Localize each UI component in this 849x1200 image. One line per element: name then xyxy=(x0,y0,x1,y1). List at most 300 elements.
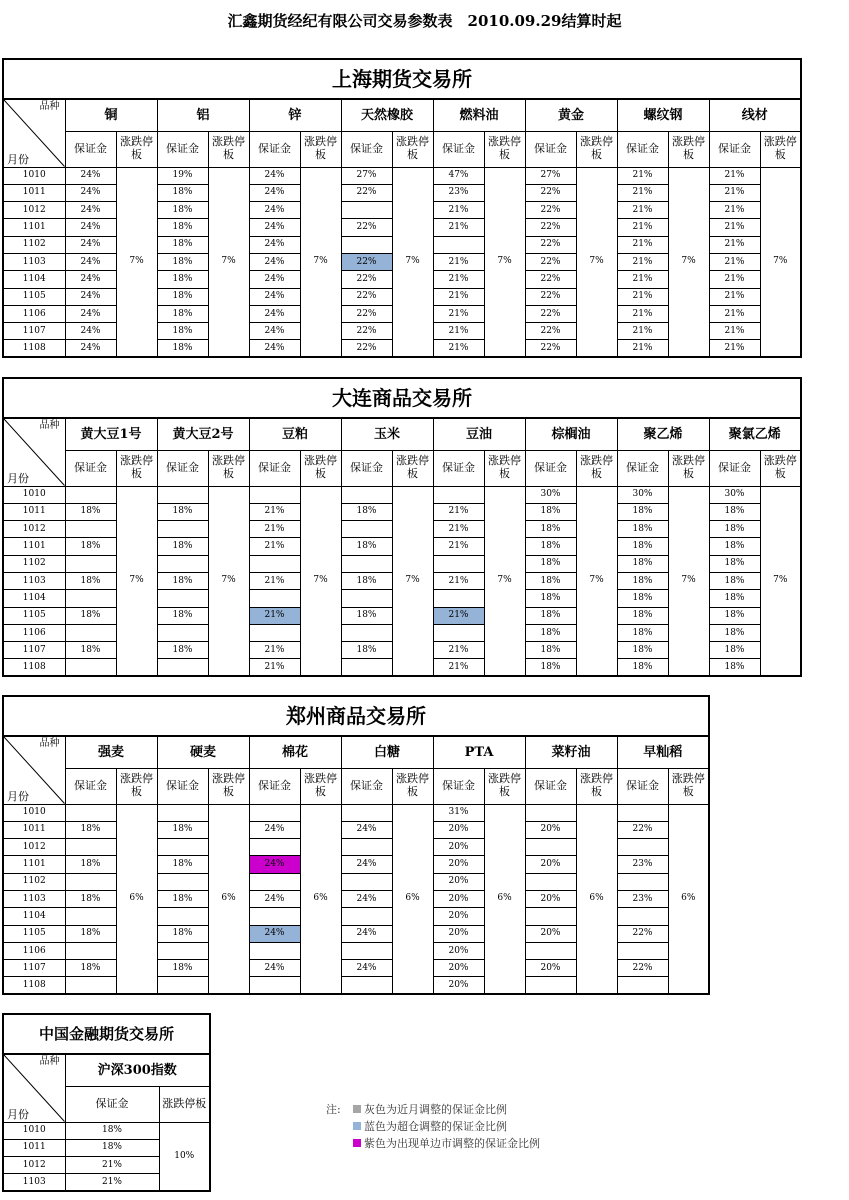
product-name: 黄金 xyxy=(525,99,617,131)
margin-cell: 18% xyxy=(341,503,392,520)
margin-cell: 18% xyxy=(525,642,576,659)
margin-cell xyxy=(249,873,300,890)
month-cell: 1012 xyxy=(3,839,65,856)
month-cell: 1105 xyxy=(3,607,65,624)
margin-cell xyxy=(525,873,576,890)
margin-cell xyxy=(525,804,576,821)
margin-cell: 18% xyxy=(525,624,576,641)
margin-cell: 20% xyxy=(433,873,484,890)
month-cell: 1011 xyxy=(3,821,65,838)
limit-cell: 7% xyxy=(576,486,617,676)
margin-cell xyxy=(525,977,576,994)
margin-cell xyxy=(249,908,300,925)
legend-row-purple xyxy=(326,1134,540,1151)
month-cell: 1104 xyxy=(3,271,65,288)
margin-cell: 24% xyxy=(249,219,300,236)
legend-text-purple: 紫色为出现单边市调整的保证金比例 xyxy=(364,1136,540,1150)
margin-cell: 18% xyxy=(525,590,576,607)
limit-header: 涨跌停板 xyxy=(484,131,525,167)
product-name: 棉花 xyxy=(249,736,341,768)
month-cell: 1108 xyxy=(3,977,65,994)
limit-cell: 6% xyxy=(116,804,157,994)
product-name: 棕榈油 xyxy=(525,418,617,450)
product-name: 硬麦 xyxy=(157,736,249,768)
margin-cell: 18% xyxy=(157,856,208,873)
margin-cell: 18% xyxy=(709,642,760,659)
product-name: PTA xyxy=(433,736,525,768)
month-cell: 1103 xyxy=(3,253,65,270)
margin-cell: 18% xyxy=(709,572,760,589)
margin-cell: 24% xyxy=(249,340,300,357)
margin-cell: 21% xyxy=(433,305,484,322)
margin-cell: 21% xyxy=(617,184,668,201)
margin-cell: 18% xyxy=(617,503,668,520)
margin-cell xyxy=(157,977,208,994)
margin-cell xyxy=(433,236,484,253)
margin-cell: 24% xyxy=(249,323,300,340)
purple-swatch-icon xyxy=(353,1139,361,1147)
margin-cell xyxy=(341,804,392,821)
month-cell: 1103 xyxy=(3,890,65,907)
limit-cell: 7% xyxy=(668,167,709,357)
limit-cell: 7% xyxy=(208,167,249,357)
margin-cell xyxy=(249,839,300,856)
margin-cell: 23% xyxy=(433,184,484,201)
margin-cell: 20% xyxy=(525,890,576,907)
month-cell: 1012 xyxy=(3,202,65,219)
margin-cell: 31% xyxy=(433,804,484,821)
margin-cell: 18% xyxy=(65,821,116,838)
margin-cell: 21% xyxy=(617,167,668,184)
margin-cell xyxy=(617,873,668,890)
margin-cell: 20% xyxy=(433,839,484,856)
margin-cell: 18% xyxy=(709,503,760,520)
margin-cell: 20% xyxy=(433,908,484,925)
margin-cell: 18% xyxy=(65,1122,159,1139)
margin-cell xyxy=(341,659,392,676)
month-cell: 1107 xyxy=(3,642,65,659)
month-cell: 1105 xyxy=(3,925,65,942)
margin-cell: 24% xyxy=(249,167,300,184)
margin-cell: 22% xyxy=(525,305,576,322)
margin-cell: 21% xyxy=(617,323,668,340)
margin-cell: 24% xyxy=(249,890,300,907)
margin-cell: 18% xyxy=(709,607,760,624)
margin-cell: 18% xyxy=(157,184,208,201)
margin-cell: 18% xyxy=(65,960,116,977)
month-cell: 1011 xyxy=(3,503,65,520)
margin-header: 保证金 xyxy=(249,450,300,486)
limit-header: 涨跌停板 xyxy=(300,131,341,167)
margin-header: 保证金 xyxy=(157,768,208,804)
month-cell: 1103 xyxy=(3,572,65,589)
month-header-label: 月份 xyxy=(7,1107,29,1121)
margin-cell: 18% xyxy=(341,538,392,555)
legend-prefix: 注: xyxy=(326,1102,341,1116)
limit-header: 涨跌停板 xyxy=(392,131,433,167)
header-corner xyxy=(3,418,65,486)
margin-cell: 18% xyxy=(525,572,576,589)
month-cell: 1010 xyxy=(3,804,65,821)
month-cell: 1101 xyxy=(3,856,65,873)
month-cell: 1101 xyxy=(3,219,65,236)
margin-cell: 18% xyxy=(65,642,116,659)
margin-cell xyxy=(65,521,116,538)
margin-cell: 22% xyxy=(341,253,392,270)
margin-cell: 21% xyxy=(709,323,760,340)
margin-cell: 21% xyxy=(433,219,484,236)
margin-cell: 18% xyxy=(617,607,668,624)
margin-cell: 21% xyxy=(433,521,484,538)
margin-header: 保证金 xyxy=(341,131,392,167)
margin-cell: 21% xyxy=(709,288,760,305)
margin-cell: 18% xyxy=(65,607,116,624)
limit-cell: 7% xyxy=(668,486,709,676)
margin-cell: 18% xyxy=(157,503,208,520)
margin-cell: 22% xyxy=(525,288,576,305)
margin-cell: 21% xyxy=(249,607,300,624)
month-cell: 1010 xyxy=(3,1122,65,1139)
page-title: 汇鑫期货经纪有限公司交易参数表 2010.09.29结算时起 xyxy=(227,12,622,30)
margin-cell xyxy=(65,804,116,821)
margin-cell: 18% xyxy=(65,572,116,589)
margin-cell xyxy=(341,908,392,925)
margin-cell xyxy=(341,873,392,890)
month-cell: 1103 xyxy=(3,1174,65,1191)
limit-cell: 7% xyxy=(576,167,617,357)
limit-header: 涨跌停板 xyxy=(484,450,525,486)
margin-cell: 24% xyxy=(249,305,300,322)
month-cell: 1106 xyxy=(3,624,65,641)
margin-cell: 18% xyxy=(157,538,208,555)
margin-cell: 47% xyxy=(433,167,484,184)
limit-header: 涨跌停板 xyxy=(392,450,433,486)
margin-cell: 20% xyxy=(525,821,576,838)
margin-header: 保证金 xyxy=(525,768,576,804)
margin-header: 保证金 xyxy=(157,131,208,167)
limit-cell: 7% xyxy=(116,486,157,676)
product-name: 燃料油 xyxy=(433,99,525,131)
margin-header: 保证金 xyxy=(341,450,392,486)
margin-cell xyxy=(157,942,208,959)
margin-cell xyxy=(341,236,392,253)
margin-cell xyxy=(249,486,300,503)
margin-cell: 30% xyxy=(617,486,668,503)
margin-cell: 22% xyxy=(525,253,576,270)
margin-cell: 24% xyxy=(341,925,392,942)
margin-cell xyxy=(157,486,208,503)
margin-cell: 24% xyxy=(249,856,300,873)
month-cell: 1104 xyxy=(3,590,65,607)
exchange-table-3 xyxy=(2,1013,211,1192)
margin-cell: 24% xyxy=(341,856,392,873)
margin-cell xyxy=(249,977,300,994)
limit-cell: 6% xyxy=(668,804,709,994)
margin-cell xyxy=(65,839,116,856)
margin-cell: 21% xyxy=(433,288,484,305)
limit-cell: 6% xyxy=(484,804,525,994)
margin-cell: 18% xyxy=(709,555,760,572)
month-header-label: 月份 xyxy=(7,789,29,803)
limit-header: 涨跌停板 xyxy=(576,450,617,486)
product-name: 铝 xyxy=(157,99,249,131)
product-name: 黄大豆2号 xyxy=(157,418,249,450)
margin-cell: 21% xyxy=(249,521,300,538)
margin-cell xyxy=(157,873,208,890)
limit-cell: 6% xyxy=(300,804,341,994)
header-corner xyxy=(3,99,65,167)
limit-cell: 7% xyxy=(484,167,525,357)
margin-cell: 21% xyxy=(617,202,668,219)
product-name: 菜籽油 xyxy=(525,736,617,768)
limit-header: 涨跌停板 xyxy=(668,450,709,486)
margin-cell xyxy=(341,624,392,641)
margin-cell: 20% xyxy=(525,960,576,977)
margin-cell: 21% xyxy=(249,538,300,555)
margin-cell: 21% xyxy=(433,503,484,520)
margin-cell: 18% xyxy=(157,271,208,288)
margin-cell: 21% xyxy=(709,253,760,270)
margin-cell: 18% xyxy=(157,890,208,907)
margin-cell xyxy=(65,624,116,641)
margin-cell: 27% xyxy=(525,167,576,184)
margin-cell xyxy=(157,659,208,676)
margin-header: 保证金 xyxy=(65,1086,159,1122)
margin-cell: 21% xyxy=(709,236,760,253)
limit-header: 涨跌停板 xyxy=(116,450,157,486)
legend xyxy=(326,1100,540,1151)
margin-cell: 18% xyxy=(65,925,116,942)
margin-cell: 18% xyxy=(157,340,208,357)
limit-header: 涨跌停板 xyxy=(760,450,801,486)
month-cell: 1010 xyxy=(3,486,65,503)
margin-cell xyxy=(525,908,576,925)
margin-cell xyxy=(65,659,116,676)
margin-cell: 27% xyxy=(341,167,392,184)
margin-cell: 22% xyxy=(525,184,576,201)
limit-cell: 6% xyxy=(576,804,617,994)
limit-cell: 7% xyxy=(392,167,433,357)
limit-cell: 7% xyxy=(760,167,801,357)
margin-cell: 18% xyxy=(341,607,392,624)
margin-cell: 24% xyxy=(341,890,392,907)
limit-header: 涨跌停板 xyxy=(208,768,249,804)
table-row xyxy=(3,804,709,821)
limit-cell: 6% xyxy=(208,804,249,994)
margin-cell xyxy=(249,555,300,572)
margin-cell: 21% xyxy=(617,236,668,253)
product-name: 沪深300指数 xyxy=(65,1054,210,1086)
margin-cell xyxy=(249,942,300,959)
margin-cell: 22% xyxy=(341,288,392,305)
margin-cell: 24% xyxy=(341,960,392,977)
margin-cell: 21% xyxy=(433,642,484,659)
margin-cell xyxy=(157,908,208,925)
margin-cell: 18% xyxy=(525,503,576,520)
month-cell: 1107 xyxy=(3,323,65,340)
margin-cell xyxy=(65,555,116,572)
margin-cell xyxy=(433,590,484,607)
margin-cell: 21% xyxy=(65,1174,159,1191)
margin-cell: 23% xyxy=(617,890,668,907)
margin-cell: 18% xyxy=(65,1139,159,1156)
margin-header: 保证金 xyxy=(525,450,576,486)
margin-cell xyxy=(157,521,208,538)
margin-cell: 18% xyxy=(709,521,760,538)
margin-cell: 24% xyxy=(65,305,116,322)
margin-cell xyxy=(341,555,392,572)
product-name: 螺纹钢 xyxy=(617,99,709,131)
month-cell: 1108 xyxy=(3,340,65,357)
margin-cell: 18% xyxy=(65,538,116,555)
margin-cell: 22% xyxy=(341,271,392,288)
margin-cell: 18% xyxy=(709,659,760,676)
margin-cell: 21% xyxy=(617,305,668,322)
margin-cell xyxy=(617,977,668,994)
margin-cell xyxy=(65,486,116,503)
margin-cell: 21% xyxy=(433,253,484,270)
margin-header: 保证金 xyxy=(617,768,668,804)
margin-header: 保证金 xyxy=(65,450,116,486)
table-row xyxy=(3,486,801,503)
margin-cell xyxy=(341,590,392,607)
margin-cell: 21% xyxy=(249,642,300,659)
margin-cell: 24% xyxy=(65,167,116,184)
product-header-label: 品种 xyxy=(39,738,60,749)
margin-cell xyxy=(65,908,116,925)
margin-cell: 18% xyxy=(157,202,208,219)
exchange-name: 大连商品交易所 xyxy=(3,378,801,418)
limit-header: 涨跌停板 xyxy=(300,450,341,486)
limit-cell: 7% xyxy=(116,167,157,357)
margin-cell: 18% xyxy=(157,642,208,659)
limit-header: 涨跌停板 xyxy=(668,131,709,167)
margin-cell: 18% xyxy=(709,538,760,555)
exchange-name: 中国金融期货交易所 xyxy=(3,1014,210,1054)
margin-cell: 18% xyxy=(525,659,576,676)
margin-cell xyxy=(249,624,300,641)
margin-cell: 22% xyxy=(525,236,576,253)
limit-header: 涨跌停板 xyxy=(392,768,433,804)
margin-cell: 21% xyxy=(433,607,484,624)
legend-text-gray: 灰色为近月调整的保证金比例 xyxy=(364,1102,507,1116)
limit-cell: 7% xyxy=(760,486,801,676)
margin-cell xyxy=(617,942,668,959)
margin-cell: 21% xyxy=(433,340,484,357)
margin-header: 保证金 xyxy=(341,768,392,804)
margin-cell: 24% xyxy=(249,821,300,838)
limit-header: 涨跌停板 xyxy=(208,131,249,167)
margin-cell xyxy=(157,590,208,607)
margin-header: 保证金 xyxy=(433,768,484,804)
margin-cell: 24% xyxy=(249,288,300,305)
margin-cell: 21% xyxy=(617,271,668,288)
margin-cell: 18% xyxy=(157,607,208,624)
margin-cell: 18% xyxy=(709,624,760,641)
blue-swatch-icon xyxy=(353,1122,361,1130)
product-header-label: 品种 xyxy=(39,420,60,431)
product-name: 锌 xyxy=(249,99,341,131)
exchange-table-1 xyxy=(2,377,802,677)
limit-cell: 7% xyxy=(300,167,341,357)
product-name: 豆粕 xyxy=(249,418,341,450)
margin-cell: 24% xyxy=(249,236,300,253)
limit-header: 涨跌停板 xyxy=(116,131,157,167)
margin-cell: 22% xyxy=(525,323,576,340)
margin-cell: 22% xyxy=(525,219,576,236)
margin-cell: 18% xyxy=(525,555,576,572)
margin-cell: 24% xyxy=(65,288,116,305)
margin-cell: 22% xyxy=(341,219,392,236)
margin-cell: 21% xyxy=(709,305,760,322)
margin-cell: 20% xyxy=(433,942,484,959)
product-name: 玉米 xyxy=(341,418,433,450)
product-header-label: 品种 xyxy=(39,101,60,112)
product-name: 聚氯乙烯 xyxy=(709,418,801,450)
margin-cell: 21% xyxy=(709,167,760,184)
margin-cell xyxy=(341,942,392,959)
margin-cell: 24% xyxy=(65,184,116,201)
margin-cell: 24% xyxy=(65,236,116,253)
limit-header: 涨跌停板 xyxy=(668,768,709,804)
margin-cell: 21% xyxy=(433,659,484,676)
month-cell: 1011 xyxy=(3,184,65,201)
margin-cell xyxy=(341,839,392,856)
month-cell: 1102 xyxy=(3,555,65,572)
margin-cell: 18% xyxy=(157,572,208,589)
month-header-label: 月份 xyxy=(7,471,29,485)
margin-cell: 24% xyxy=(65,271,116,288)
margin-cell: 24% xyxy=(249,253,300,270)
limit-cell: 6% xyxy=(392,804,433,994)
margin-cell: 30% xyxy=(525,486,576,503)
margin-cell: 18% xyxy=(617,538,668,555)
margin-cell: 21% xyxy=(433,271,484,288)
margin-cell: 20% xyxy=(433,821,484,838)
margin-cell: 18% xyxy=(525,607,576,624)
margin-cell: 18% xyxy=(157,236,208,253)
product-name: 天然橡胶 xyxy=(341,99,433,131)
margin-cell: 18% xyxy=(157,219,208,236)
margin-header: 保证金 xyxy=(433,450,484,486)
margin-header: 保证金 xyxy=(65,768,116,804)
margin-cell: 20% xyxy=(525,856,576,873)
product-name: 线材 xyxy=(709,99,801,131)
header-corner xyxy=(3,736,65,804)
margin-cell: 21% xyxy=(617,340,668,357)
month-cell: 1011 xyxy=(3,1139,65,1156)
margin-cell: 18% xyxy=(617,642,668,659)
margin-cell xyxy=(157,624,208,641)
legend-row-blue xyxy=(326,1117,540,1134)
margin-cell xyxy=(249,804,300,821)
margin-cell xyxy=(65,942,116,959)
table-row xyxy=(3,167,801,184)
margin-cell xyxy=(341,202,392,219)
limit-header: 涨跌停板 xyxy=(576,768,617,804)
month-cell: 1106 xyxy=(3,942,65,959)
margin-cell: 18% xyxy=(617,521,668,538)
margin-cell xyxy=(157,839,208,856)
margin-cell xyxy=(617,839,668,856)
margin-header: 保证金 xyxy=(709,131,760,167)
gray-swatch-icon xyxy=(353,1105,361,1113)
margin-cell: 30% xyxy=(709,486,760,503)
product-header-label: 品种 xyxy=(39,1056,60,1067)
margin-cell: 22% xyxy=(525,202,576,219)
product-name: 聚乙烯 xyxy=(617,418,709,450)
margin-cell: 24% xyxy=(65,340,116,357)
